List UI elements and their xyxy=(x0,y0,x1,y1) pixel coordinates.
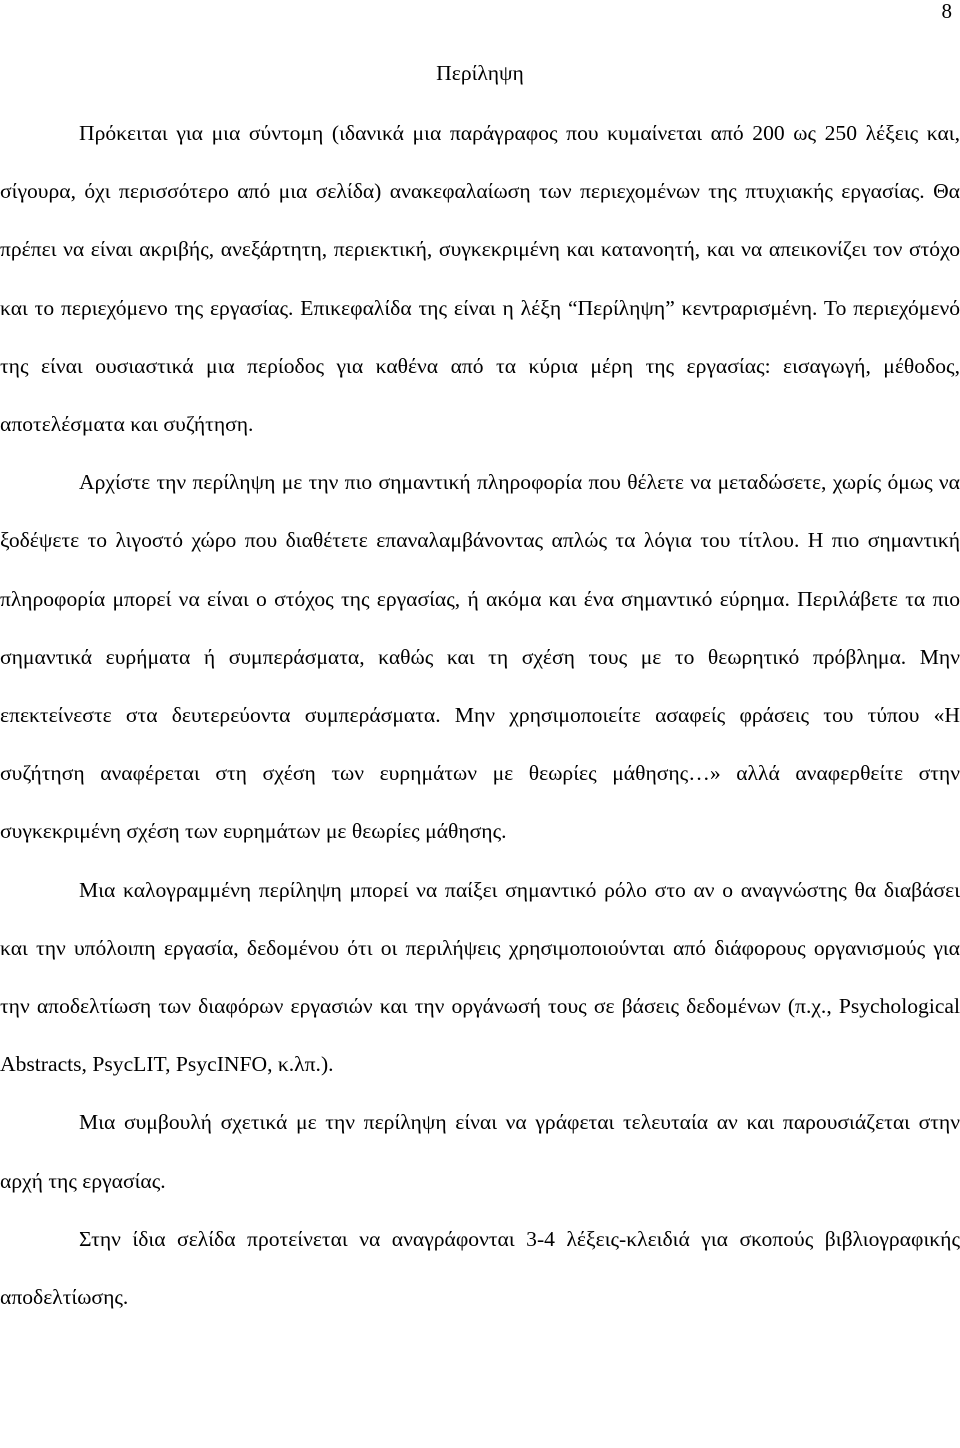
paragraph-abstract-content: Αρχίστε την περίληψη με την πιο σημαντική πληροφορία που θέλετε να μεταδώσετε, χωρίς όμως να ξοδέψετε το λιγοστό χώρο που διαθέτετε επαναλαμβάνοντας απλώς τα λόγια του τίτλου. Η πιο σημαντική πληροφορία μπορεί να είναι ο στόχος της εργασίας, ή ακόμα και ένα σημαντικό εύρημα. Περιλάβετε τα πιο σημαντικά ευρήματα ή συμπεράσματα, καθώς και τη σχέση τους με το θεωρητικό πρόβλημα. Μην επεκτείνεστε στα δευτερεύοντα συμπεράσματα. Μην χρησιμοποιείτε ασαφείς φράσεις του τύπου «Η συζήτηση αναφέρεται στη σχέση των ευρημάτων με θεωρίες μάθησης…» αλλά αναφερθείτε στην συγκεκριμένη σχέση των ευρημάτων με θεωρίες μάθησης. xyxy=(0,470,960,844)
page-number: 8 xyxy=(941,0,952,23)
paragraph-keywords: Στην ίδια σελίδα προτείνεται να αναγράφονται 3-4 λέξεις-κλειδιά για σκοπούς βιβλιογραφικής αποδελτίωσης. xyxy=(0,1226,960,1310)
paragraph-abstract-importance: Μια καλογραμμένη περίληψη μπορεί να παίξει σημαντικό ρόλο στο αν ο αναγνώστης θα διαβάσει και την υπόλοιπη εργασία, δεδομένου ότι οι περιλήψεις χρησιμοποιούνται από διάφορους οργανισμούς για την αποδελτίωση των διαφόρων εργασιών και την οργάνωσή τους σε βάσεις δεδομένων (π.χ., Psychological Abstracts, PsycLIT, PsycINFO, κ.λπ.). xyxy=(0,877,960,1077)
paragraph-abstract-definition: Πρόκειται για μια σύντομη (ιδανικά μια παράγραφος που κυμαίνεται από 200 ως 250 λέξεις και, σίγουρα, όχι περισσότερο από μια σελίδα) ανακεφαλαίωση των περιεχομένων της πτυχιακής εργασίας. Θα πρέπει να είναι ακριβής, ανεξάρτητη, περιεκτική, συγκεκριμένη και κατανοητή, και να απεικονίζει τον στόχο και το περιεχόμενο της εργασίας. Επικεφαλίδα της είναι η λέξη “Περίληψη” κεντραρισμένη. Το περιεχόμενό της είναι ουσιαστικά μια περίοδος για καθένα από τα κύρια μέρη της εργασίας: εισαγωγή, μέθοδος, αποτελέσματα και συζήτηση. xyxy=(0,121,960,437)
document-body xyxy=(0,54,960,1326)
paragraph-abstract-tip: Μια συμβουλή σχετικά με την περίληψη είναι να γράφεται τελευταία αν και παρουσιάζεται στην αρχή της εργασίας. xyxy=(0,1110,960,1193)
section-title: Περίληψη xyxy=(436,61,524,85)
